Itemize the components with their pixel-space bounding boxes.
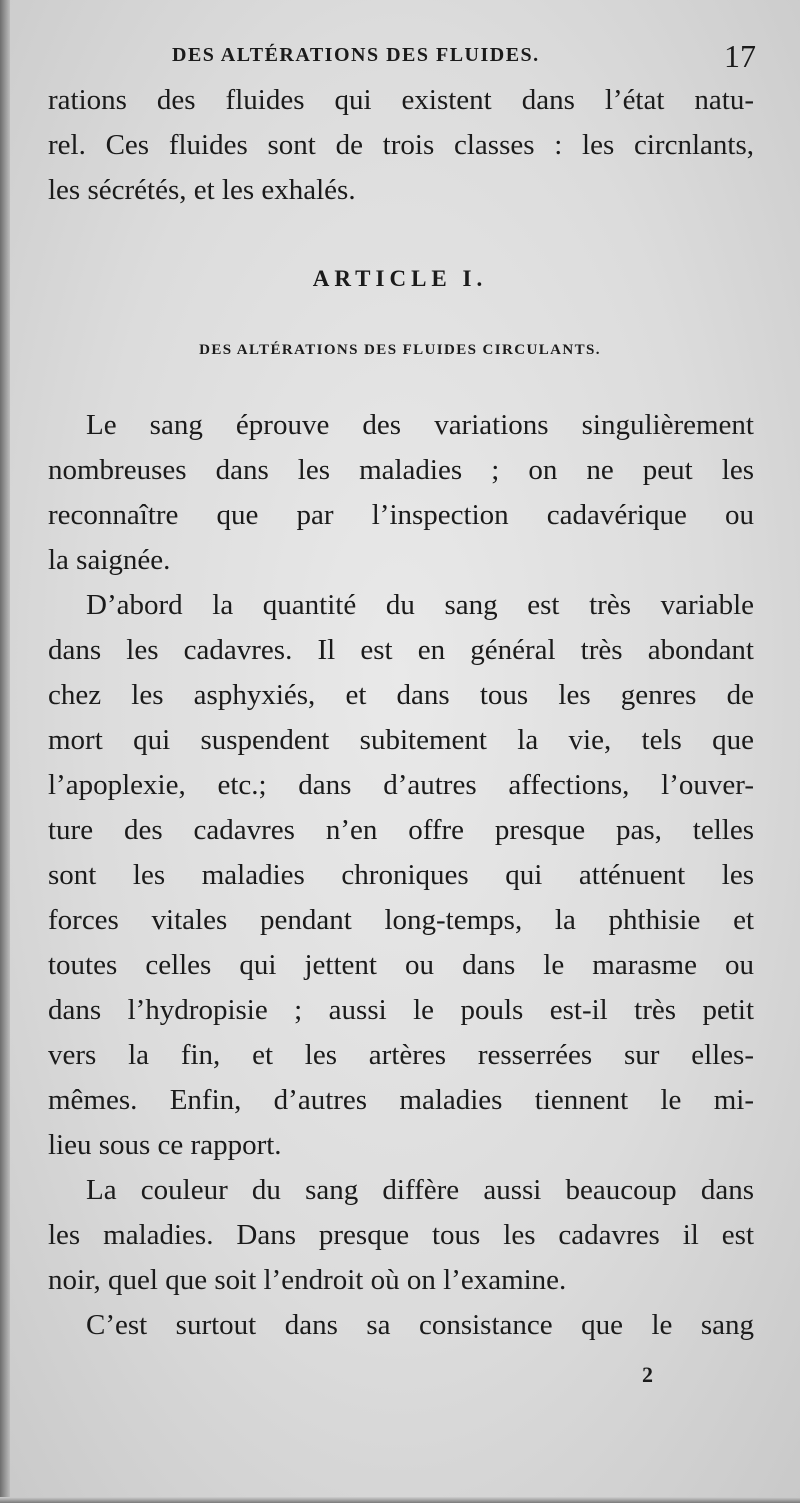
article-heading: ARTICLE I. [312, 266, 488, 291]
text-line: C’est surtout dans sa consistance que le sang [86, 1309, 754, 1341]
text-line: mêmes. Enfin, d’autres maladies tiennent le mi- [48, 1084, 754, 1116]
signature-mark: 2 [642, 1362, 653, 1387]
text-line: chez les asphyxiés, et dans tous les genres de [48, 679, 754, 711]
text-line: rel. Ces fluides sont de trois classes : les circnlants, [48, 129, 754, 161]
running-head [172, 38, 756, 78]
text-line: toutes celles qui jettent ou dans le marasme ou [48, 949, 754, 981]
body-text [48, 403, 754, 1348]
text-line: reconnaître que par l’inspection cadavérique ou [48, 499, 754, 531]
text-line: mort qui suspendent subitement la vie, tels que [48, 724, 754, 756]
page-edge-shadow [0, 0, 10, 1503]
text-line: forces vitales pendant long-temps, la phthisie et [48, 904, 754, 936]
text-line: ture des cadavres n’en offre presque pas, telles [48, 814, 754, 846]
text-line: l’apoplexie, etc.; dans d’autres affections, l’ouver- [48, 769, 754, 801]
text-line: D’abord la quantité du sang est très variable [86, 589, 754, 621]
running-title: DES ALTÉRATIONS DES FLUIDES. [172, 44, 540, 66]
page-bottom-edge [0, 1497, 800, 1503]
text-line: Le sang éprouve des variations singulièrement [86, 409, 754, 441]
text-line: rations des fluides qui existent dans l’état natu- [48, 84, 754, 116]
text-line: les sécrétés, et les exhalés. [48, 174, 356, 206]
text-line: dans l’hydropisie ; aussi le pouls est-il très petit [48, 994, 754, 1026]
page-number: 17 [724, 38, 756, 74]
text-line: lieu sous ce rapport. [48, 1129, 282, 1161]
intro-paragraph [48, 78, 754, 213]
text-line: vers la fin, et les artères resserrées sur elles- [48, 1039, 754, 1071]
text-line: les maladies. Dans presque tous les cadavres il est [48, 1219, 754, 1251]
text-line: nombreuses dans les maladies ; on ne peut les [48, 454, 754, 486]
text-line: La couleur du sang diffère aussi beaucoup dans [86, 1174, 754, 1206]
text-line: sont les maladies chroniques qui atténuent les [48, 859, 754, 891]
section-title: DES ALTÉRATIONS DES FLUIDES CIRCULANTS. [199, 342, 601, 358]
text-line: la saignée. [48, 544, 171, 576]
text-line: noir, quel que soit l’endroit où on l’examine. [48, 1264, 567, 1296]
text-line: dans les cadavres. Il est en général très abondant [48, 634, 754, 666]
